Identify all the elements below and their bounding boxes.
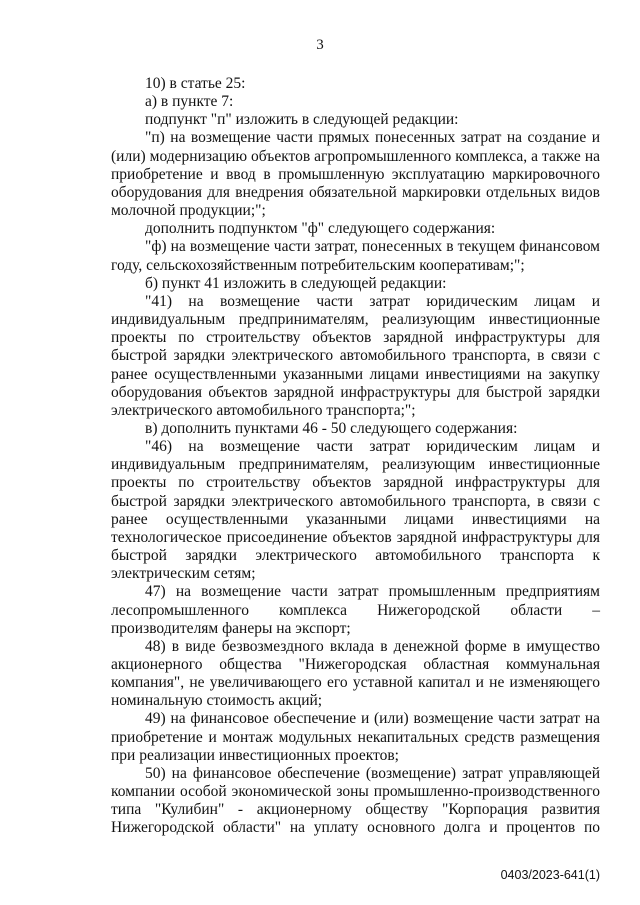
paragraph-subpoint-f-text: "ф) на возмещение части затрат, понесенных в текущем финансовом году, сельскохозяйственным потребительским кооперативам;"; bbox=[111, 238, 600, 274]
paragraph-point-49: 49) на финансовое обеспечение и (или) возмещение части затрат на приобретение и монтаж модульных некапитальных средств размещения при реализации инвестиционных проектов; bbox=[111, 710, 600, 764]
paragraph-point-7: а) в пункте 7: bbox=[145, 93, 234, 111]
document-body bbox=[111, 75, 600, 838]
paragraph-point-48: 48) в виде безвозмездного вклада в денежной форме в имущество акционерного общества "Нижегородская областная коммунальная компания", не увеличивающего его уставной капитал и не изменяющего номинальную стоимость акций; bbox=[111, 637, 600, 710]
page-number: 3 bbox=[316, 37, 324, 53]
paragraph-point-50: 50) на финансовое обеспечение (возмещение) затрат управляющей компании особой экономической зоны промышленно-производственного типа "Кулибин" - акционерному обществу "Корпорация развития Нижегородской области" на уплату основного долга и процентов по bbox=[111, 764, 600, 837]
paragraph-subpoint-p-intro: подпункт "п" изложить в следующей редакции: bbox=[145, 111, 459, 129]
paragraph-subpoint-f-intro: дополнить подпунктом "ф" следующего содержания: bbox=[145, 220, 496, 238]
document-code: 0403/2023-641(1) bbox=[500, 868, 600, 882]
paragraph-subpoint-p-text: "п) на возмещение части прямых понесенных затрат на создание и (или) модернизацию объектов агропромышленного комплекса, а также на приобретение и ввод в промышленную эксплуатацию маркировочного оборудования для внедрения обязательной маркировки отдельных видов молочной продукции;"; bbox=[111, 129, 600, 220]
paragraph-article-25: 10) в статье 25: bbox=[145, 75, 246, 92]
paragraph-point-47: 47) на возмещение части затрат промышленным предприятиям лесопромышленного комплекса Нижегородской области – производителям фанеры на экспорт; bbox=[111, 583, 600, 637]
paragraph-points-46-50-intro: в) дополнить пунктами 46 - 50 следующего содержания: bbox=[145, 419, 518, 437]
paragraph-point-46: "46) на возмещение части затрат юридическим лицам и индивидуальным предпринимателям, реализующим инвестиционные проекты по строительству объектов зарядной инфраструктуры для быстрой зарядки электрического автомобильного транспорта, в связи с ранее осуществленными указанными лицами инвестициями на технологическое присоединение объектов зарядной инфраструктуры для быстрой зарядки электрического автомобильного транспорта к электрическим сетям; bbox=[111, 438, 600, 583]
paragraph-point-41-intro: б) пункт 41 изложить в следующей редакции: bbox=[145, 274, 447, 292]
paragraph-point-41-text: "41) на возмещение части затрат юридическим лицам и индивидуальным предпринимателям, реализующим инвестиционные проекты по строительству объектов зарядной инфраструктуры для быстрой зарядки электрического автомобильного транспорта, в связи с ранее осуществленными указанными лицами инвестициями на закупку оборудования объектов зарядной инфраструктуры для быстрой зарядки электрического автомобильного транспорта;"; bbox=[111, 292, 600, 419]
